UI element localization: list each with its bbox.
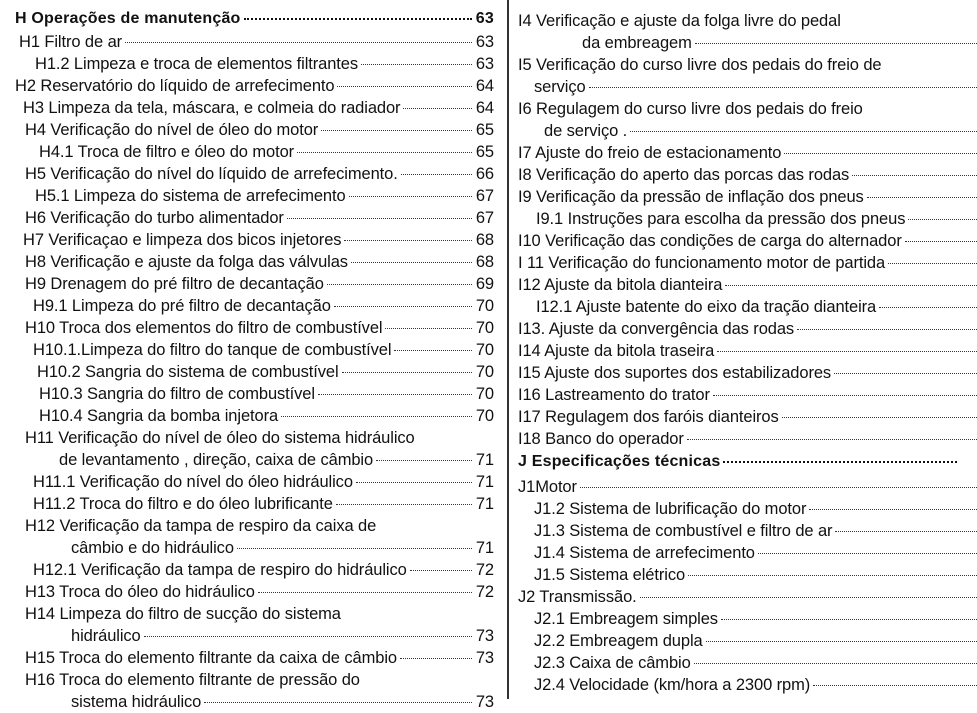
toc-label: câmbio e do hidráulico [71, 539, 234, 557]
toc-label: I4 Verificação e ajuste da folga livre do pedal [518, 12, 841, 30]
leader-dots [376, 460, 472, 461]
leader-dots [879, 307, 977, 308]
toc-label: J2 Transmissão. [518, 588, 637, 606]
toc-label: J1.2 Sistema de lubrificação do motor [534, 500, 807, 518]
leader-dots [344, 240, 472, 241]
toc-label: H6 Verificação do turbo alimentador [25, 209, 284, 227]
leader-dots [349, 196, 472, 197]
toc-label: I14 Ajuste da bitola traseira [518, 342, 715, 360]
toc-page: 70 [475, 319, 494, 337]
column-divider [507, 0, 509, 699]
toc-label: H4.1 Troca de filtro e óleo do motor [39, 143, 295, 161]
toc-entry-h5-1[interactable] [35, 185, 494, 207]
toc-label: H11 Verificação do nível de óleo do sistema hidráulico [25, 429, 415, 447]
toc-entry-h1-2[interactable] [35, 53, 494, 75]
leader-dots [688, 575, 977, 576]
toc-label: I15 Ajuste dos suportes dos estabilizadores [518, 364, 832, 382]
leader-dots [318, 394, 472, 395]
toc-entry-j2-1[interactable] [534, 608, 977, 630]
leader-dots [361, 64, 472, 65]
toc-entry-h9-1[interactable] [33, 295, 494, 317]
toc-label: I 11 Verificação do funcionamento motor de partida [518, 254, 886, 272]
leader-dots [394, 350, 472, 351]
toc-label: H11.1 Verificação do nível do óleo hidráulico [33, 473, 353, 491]
leader-dots [237, 548, 472, 549]
toc-page: 63 [475, 10, 494, 27]
toc-label: I16 Lastreamento do trator [518, 386, 710, 404]
toc-entry-j1[interactable] [518, 476, 977, 498]
toc-entry-h6[interactable] [25, 207, 494, 229]
toc-page: 64 [475, 99, 494, 117]
toc-entry-i4-line2[interactable] [582, 32, 977, 54]
toc-entry-h10-1[interactable] [33, 339, 494, 361]
leader-dots [204, 702, 472, 703]
leader-dots [400, 658, 472, 659]
leader-dots [867, 197, 977, 198]
toc-entry-i8[interactable] [518, 164, 977, 186]
leader-dots [287, 218, 472, 219]
toc-page: 73 [475, 693, 494, 711]
toc-heading-h[interactable] [15, 8, 494, 30]
toc-label: J2.2 Embreagem dupla [534, 632, 703, 650]
leader-dots [244, 18, 472, 20]
toc-label: serviço [534, 78, 586, 96]
leader-dots [687, 439, 977, 440]
toc-page: 69 [475, 275, 494, 293]
leader-dots [813, 685, 977, 686]
toc-entry-i18[interactable] [518, 428, 977, 450]
toc-page: 67 [475, 187, 494, 205]
leader-dots [695, 43, 977, 44]
leader-dots [725, 285, 977, 286]
toc-label: I9.1 Instruções para escolha da pressão dos pneus [536, 210, 906, 228]
toc-label: H Operações de manutenção [15, 10, 241, 27]
toc-entry-j2[interactable] [518, 586, 977, 608]
toc-entry-i6-line1[interactable] [518, 98, 977, 120]
toc-entry-h11-1[interactable] [33, 471, 494, 493]
toc-entry-h8[interactable] [25, 251, 494, 273]
toc-label: H11.2 Troca do filtro e do óleo lubrificante [33, 495, 333, 513]
toc-entry-h10[interactable] [25, 317, 494, 339]
toc-entry-h4-1[interactable] [39, 141, 494, 163]
toc-label: H10 Troca dos elementos do filtro de combustível [25, 319, 383, 337]
leader-dots [694, 663, 977, 664]
toc-entry-h2[interactable] [15, 75, 494, 97]
toc-entry-i12[interactable] [518, 274, 977, 296]
leader-dots [144, 636, 472, 637]
leader-dots [342, 372, 472, 373]
toc-entry-h14-line1[interactable] [25, 603, 494, 625]
toc-label: I18 Banco do operador [518, 430, 684, 448]
toc-label: de serviço . [544, 122, 628, 140]
toc-label: H8 Verificação e ajuste da folga das válvulas [25, 253, 348, 271]
toc-page: 63 [475, 33, 494, 51]
toc-page: 63 [475, 55, 494, 73]
leader-dots [640, 597, 977, 598]
toc-entry-i4-line1[interactable] [518, 10, 977, 32]
toc-page: 65 [475, 143, 494, 161]
toc-entry-h11-line2[interactable] [59, 449, 494, 471]
toc-entry-j1-5[interactable] [534, 564, 977, 586]
leader-dots [809, 509, 977, 510]
toc-label: H3 Limpeza da tela, máscara, e colmeia do radiador [23, 99, 401, 117]
leader-dots [717, 351, 977, 352]
leader-dots [297, 152, 472, 153]
toc-entry-h10-3[interactable] [39, 383, 494, 405]
leader-dots [905, 241, 977, 242]
toc-label: H15 Troca do elemento filtrante da caixa de câmbio [25, 649, 397, 667]
toc-entry-h15[interactable] [25, 647, 494, 669]
toc-page: 68 [475, 231, 494, 249]
leader-dots [721, 619, 977, 620]
toc-entry-j2-2[interactable] [534, 630, 977, 652]
leader-dots [723, 461, 957, 463]
toc-page: 70 [475, 297, 494, 315]
leader-dots [888, 263, 977, 264]
toc-label: J2.3 Caixa de câmbio [534, 654, 691, 672]
toc-page: 72 [475, 583, 494, 601]
toc-label: H5 Verificação do nível do líquido de arrefecimento. [25, 165, 398, 183]
toc-entry-h12-line1[interactable] [25, 515, 494, 537]
leader-dots [784, 153, 977, 154]
toc-entry-i10[interactable] [518, 230, 977, 252]
toc-label: H10.1.Limpeza do filtro do tanque de combustível [33, 341, 392, 359]
toc-entry-h3[interactable] [23, 97, 494, 119]
toc-page: 64 [475, 77, 494, 95]
toc-label: I7 Ajuste do freio de estacionamento [518, 144, 782, 162]
toc-entry-h14-line2[interactable] [71, 625, 494, 647]
toc-page: 71 [475, 473, 494, 491]
toc-entry-h4[interactable] [25, 119, 494, 141]
toc-label: H9 Drenagem do pré filtro de decantação [25, 275, 324, 293]
toc-page: 73 [475, 649, 494, 667]
leader-dots [337, 86, 472, 87]
toc-label: H10.4 Sangria da bomba injetora [39, 407, 279, 425]
toc-label: H12 Verificação da tampa de respiro da caixa de [25, 517, 377, 535]
toc-entry-i17[interactable] [518, 406, 977, 428]
toc-entry-h11-2[interactable] [33, 493, 494, 515]
toc-label: da embreagem [582, 34, 692, 52]
toc-entry-j1-4[interactable] [534, 542, 977, 564]
leader-dots [321, 130, 472, 131]
toc-entry-j1-3[interactable] [534, 520, 977, 542]
leader-dots [258, 592, 472, 593]
leader-dots [834, 373, 977, 374]
toc-label: H12.1 Verificação da tampa de respiro do hidráulico [33, 561, 407, 579]
toc-entry-h13[interactable] [25, 581, 494, 603]
leader-dots [835, 531, 977, 532]
toc-entry-h1[interactable] [19, 31, 494, 53]
toc-entry-h12-line2[interactable] [71, 537, 494, 559]
leader-dots [797, 329, 977, 330]
toc-page: 68 [475, 253, 494, 271]
toc-label: I12.1 Ajuste batente do eixo da tração dianteira [536, 298, 877, 316]
toc-label: H1.2 Limpeza e troca de elementos filtrantes [35, 55, 359, 73]
leader-dots [403, 108, 472, 109]
toc-entry-j2-4[interactable] [534, 674, 977, 696]
leader-dots [630, 131, 977, 132]
toc-label: I8 Verificação do aperto das porcas das rodas [518, 166, 850, 184]
toc-page: 71 [475, 495, 494, 513]
toc-label: sistema hidráulico [71, 693, 202, 711]
toc-label: J1Motor [518, 478, 577, 496]
toc-page: 73 [475, 627, 494, 645]
leader-dots [713, 395, 977, 396]
leader-dots [401, 174, 472, 175]
toc-label: H10.3 Sangria do filtro de combustível [39, 385, 315, 403]
toc-entry-j2-3[interactable] [534, 652, 977, 674]
leader-dots [334, 306, 472, 307]
toc-entry-h10-2[interactable] [37, 361, 494, 383]
toc-label: J Especificações técnicas [518, 453, 721, 470]
toc-label: I6 Regulagem do curso livre dos pedais do freio [518, 100, 863, 118]
toc-entry-h5[interactable] [25, 163, 494, 185]
toc-entry-h7[interactable] [23, 229, 494, 251]
toc-entry-i9-1[interactable] [536, 208, 977, 230]
toc-label: I13. Ajuste da convergência das rodas [518, 320, 795, 338]
toc-label: H2 Reservatório do líquido de arrefecimento [15, 77, 335, 95]
leader-dots [580, 487, 977, 488]
toc-page: 71 [475, 451, 494, 469]
toc-label: H13 Troca do óleo do hidráulico [25, 583, 255, 601]
toc-label: I10 Verificação das condições de carga do alternador [518, 232, 902, 250]
leader-dots [356, 482, 472, 483]
leader-dots [782, 417, 977, 418]
toc-page: 70 [475, 341, 494, 359]
toc-label: H16 Troca do elemento filtrante de pressão do [25, 671, 360, 689]
toc-page: 66 [475, 165, 494, 183]
toc-label: J1.5 Sistema elétrico [534, 566, 686, 584]
toc-entry-h12-1[interactable] [33, 559, 494, 581]
leader-dots [336, 504, 472, 505]
toc-label: J1.3 Sistema de combustível e filtro de ar [534, 522, 833, 540]
toc-entry-j1-2[interactable] [534, 498, 977, 520]
toc-label: I17 Regulagem dos faróis dianteiros [518, 408, 779, 426]
toc-page: 70 [475, 363, 494, 381]
toc-entry-i6-line2[interactable] [544, 120, 977, 142]
toc-label: H4 Verificação do nível de óleo do motor [25, 121, 319, 139]
toc-entry-i16[interactable] [518, 384, 977, 406]
toc-right-column [514, 0, 971, 699]
toc-entry-i5-line2[interactable] [534, 76, 977, 98]
toc-label: I5 Verificação do curso livre dos pedais do freio de [518, 56, 882, 74]
leader-dots [706, 641, 977, 642]
toc-label: H1 Filtro de ar [19, 33, 123, 51]
toc-label: H7 Verificaçao e limpeza dos bicos injetores [23, 231, 342, 249]
toc-label: H10.2 Sangria do sistema de combustível [37, 363, 339, 381]
toc-page: 72 [475, 561, 494, 579]
toc-entry-i15[interactable] [518, 362, 977, 384]
leader-dots [410, 570, 472, 571]
leader-dots [125, 42, 472, 43]
toc-label: J1.4 Sistema de arrefecimento [534, 544, 755, 562]
toc-page: 71 [475, 539, 494, 557]
toc-label: I9 Verificação da pressão de inflação dos pneus [518, 188, 864, 206]
leader-dots [908, 219, 977, 220]
toc-heading-j[interactable] [518, 451, 957, 473]
leader-dots [281, 416, 472, 417]
toc-label: H9.1 Limpeza do pré filtro de decantação [33, 297, 331, 315]
toc-page: 70 [475, 407, 494, 425]
toc-entry-i5-line1[interactable] [518, 54, 977, 76]
leader-dots [758, 553, 977, 554]
toc-entry-i14[interactable] [518, 340, 977, 362]
leader-dots [852, 175, 977, 176]
toc-entry-i9[interactable] [518, 186, 977, 208]
leader-dots [589, 87, 977, 88]
toc-entry-h16-line2[interactable] [71, 691, 494, 713]
toc-page: 65 [475, 121, 494, 139]
toc-label: H5.1 Limpeza do sistema de arrefecimento [35, 187, 346, 205]
leader-dots [327, 284, 472, 285]
toc-entry-h16-line1[interactable] [25, 669, 494, 691]
toc-label: I12 Ajuste da bitola dianteira [518, 276, 723, 294]
toc-label: de levantamento , direção, caixa de câmbio [59, 451, 374, 469]
toc-entry-i13[interactable] [518, 318, 977, 340]
toc-label: hidráulico [71, 627, 141, 645]
toc-page: 70 [475, 385, 494, 403]
toc-page: 67 [475, 209, 494, 227]
toc-entry-h11-line1[interactable] [25, 427, 494, 449]
toc-label: J2.1 Embreagem simples [534, 610, 718, 628]
toc-entry-i12-1[interactable] [536, 296, 977, 318]
toc-entry-i11[interactable] [518, 252, 977, 274]
toc-entry-i7[interactable] [518, 142, 977, 164]
toc-label: J2.4 Velocidade (km/hora a 2300 rpm) [534, 676, 811, 694]
toc-entry-h10-4[interactable] [39, 405, 494, 427]
toc-entry-h9[interactable] [25, 273, 494, 295]
toc-label: H14 Limpeza do filtro de sucção do sistema [25, 605, 341, 623]
leader-dots [351, 262, 472, 263]
leader-dots [385, 328, 472, 329]
